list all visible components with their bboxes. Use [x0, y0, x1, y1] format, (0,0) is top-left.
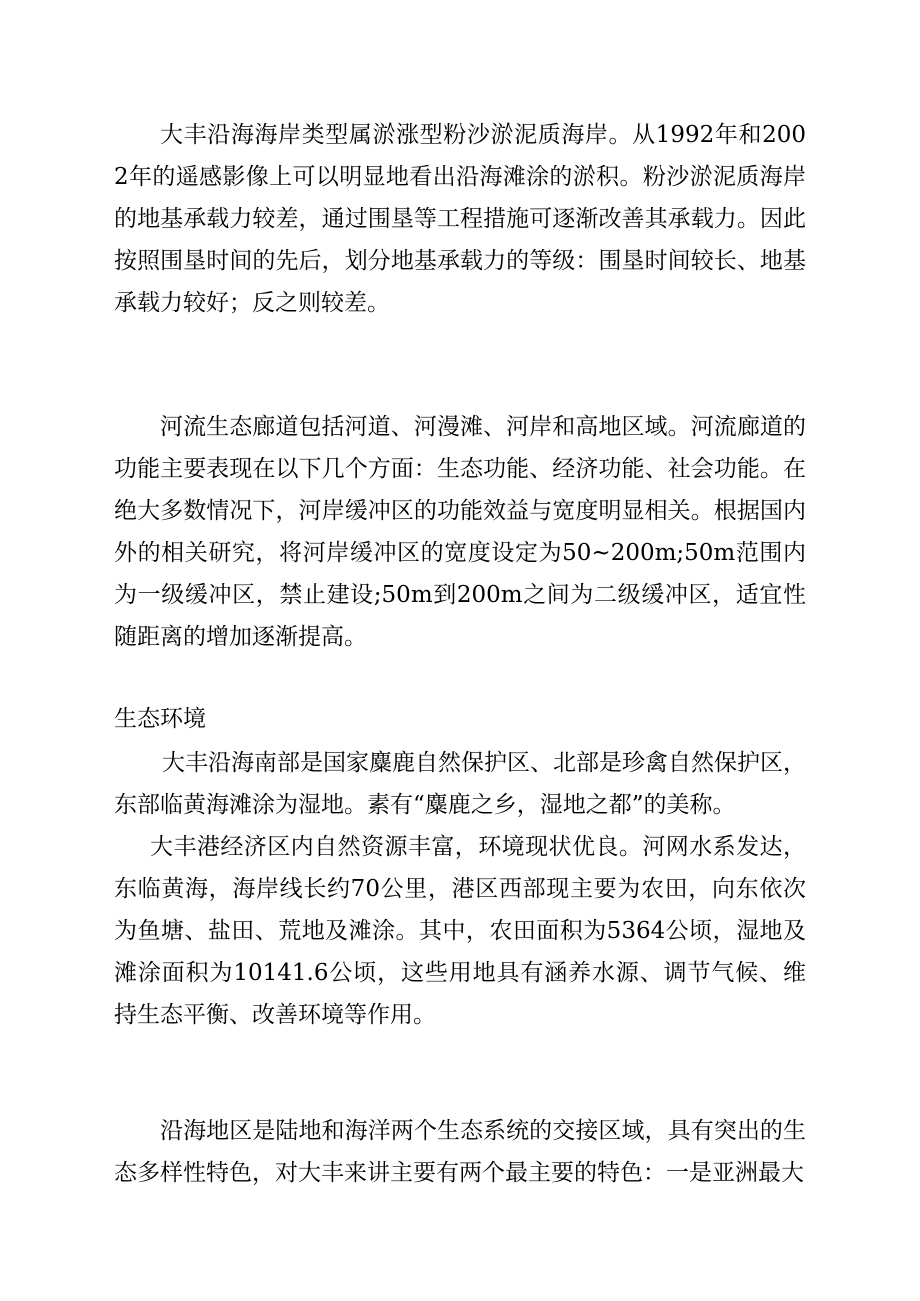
paragraph-river-corridor: 河流生态廊道包括河道、河漫滩、河岸和高地区域。河流廊道的功能主要表现在以下几个方面：生态功能、经济功能、社会功能。在绝大多数情况下，河岸缓冲区的功能效益与宽度明显相关。根据国内外的相关研究，将河岸缓冲区的宽度设定为50~200m;50m范围内为一级缓冲区，禁止建设;50m到200m之间为二级缓冲区，适宜性随距离的增加逐渐提高。: [114, 414, 806, 650]
paragraph-nature-reserves: 大丰沿海南部是国家麋鹿自然保护区、北部是珍禽自然保护区，东部临黄海滩涂为湿地。素有“麋鹿之乡，湿地之都”的美称。: [114, 750, 806, 818]
section-heading-ecology: 生态环境: [114, 706, 206, 732]
paragraph-coastal-type: 大丰沿海海岸类型属淤涨型粉沙淤泥质海岸。从1992年和2002年的遥感影像上可以明显地看出沿海滩涂的淤积。粉沙淤泥质海岸的地基承载力较差，通过围垦等工程措施可逐渐改善其承载力。因此按照围垦时间的先后，划分地基承载力的等级：围垦时间较长、地基承载力较好；反之则较差。: [114, 122, 806, 316]
paragraph-port-resources: 大丰港经济区内自然资源丰富，环境现状优良。河网水系发达，东临黄海，海岸线长约70公里，港区西部现主要为农田，向东依次为鱼塘、盐田、荒地及滩涂。其中，农田面积为5364公顷，湿地及滩涂面积为10141.6公顷，这些用地具有涵养水源、调节气候、维持生态平衡、改善环境等作用。: [114, 834, 806, 1028]
paragraph-coastal-ecosystem: 沿海地区是陆地和海洋两个生态系统的交接区域，具有突出的生态多样性特色，对大丰来讲主要有两个最主要的特色：一是亚洲最大: [114, 1118, 806, 1186]
